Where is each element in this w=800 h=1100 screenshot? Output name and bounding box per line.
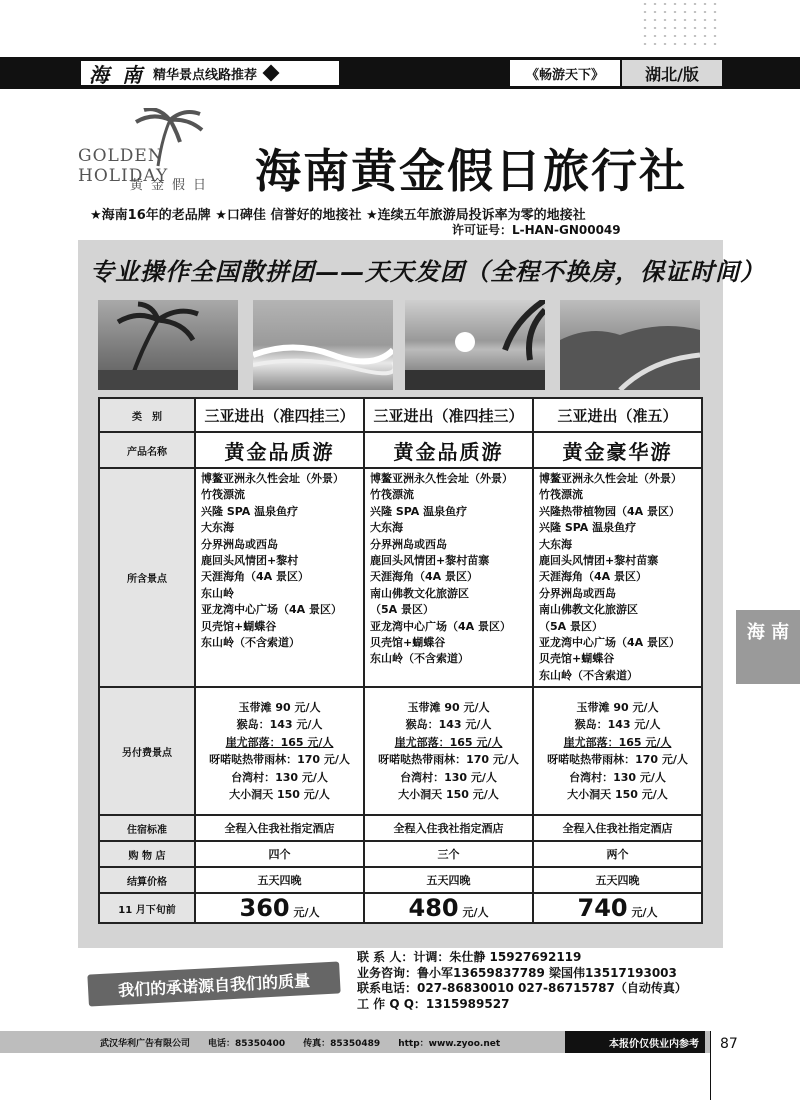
type-cell: 三亚进出（准四挂三） <box>364 398 533 432</box>
table-row <box>99 432 702 468</box>
list-item: 东山岭 <box>201 586 234 600</box>
slogan: 专业操作全国散拼团——天天发团（全程不换房，保证时间） <box>90 257 765 286</box>
price-unit: 元/人 <box>462 906 489 920</box>
list-item: 贝壳馆+蝴蝶谷 <box>370 636 446 650</box>
table-row <box>99 841 702 867</box>
divider <box>710 1031 711 1100</box>
table-row <box>99 867 702 893</box>
list-item: 博鳌亚洲永久性会址（外景） <box>201 472 344 485</box>
list-item: 东山岭（不含索道） <box>370 652 469 666</box>
list-item: 台湾村：130 元/人 <box>400 770 497 784</box>
sites-cell <box>533 468 702 687</box>
list-item: 亚龙湾中心广场（4A 景区） <box>370 619 511 633</box>
list-item: 呀喏哒热带雨林：170 元/人 <box>209 753 350 767</box>
list-item: 博鳌亚洲永久性会址（外景） <box>370 472 513 485</box>
contact-block <box>357 950 687 1012</box>
list-item: 兴隆 SPA 温泉鱼疗 <box>370 504 468 518</box>
list-item: 大东海 <box>539 537 572 551</box>
list-item: 东山岭（不含索道） <box>539 668 638 682</box>
list-item: 南山佛教文化旅游区 <box>370 586 469 600</box>
agency-name: 海南黄金假日旅行社 <box>255 144 687 198</box>
list-item: 贝壳馆+蝴蝶谷 <box>539 652 615 666</box>
settle-cell: 五天四晚 <box>533 867 702 893</box>
header-brand: 海 南 <box>89 62 145 87</box>
label-shop: 购 物 店 <box>99 841 195 867</box>
list-item: 崖尤部落：165 元/人 <box>563 735 672 749</box>
list-item: 猴岛：143 元/人 <box>574 718 661 732</box>
beach-photo-1 <box>98 300 238 390</box>
shop-cell: 三个 <box>364 841 533 867</box>
list-item: 崖尤部落：165 元/人 <box>225 735 334 749</box>
price-cell <box>195 893 364 923</box>
list-item: 呀喏哒热带雨林：170 元/人 <box>547 753 688 767</box>
extra-cell <box>195 687 364 815</box>
list-item: 兴隆 SPA 温泉鱼疗 <box>201 504 299 518</box>
sites-cell <box>195 468 364 687</box>
list-item: 玉带滩 90 元/人 <box>576 700 659 714</box>
agency-claims: ★海南16年的老品牌 ★口碑佳 信誉好的地接社 ★连续五年旅游局投诉率为零的地接社 <box>90 208 586 223</box>
list-item: 天涯海角（4A 景区） <box>539 570 647 584</box>
list-item: 玉带滩 90 元/人 <box>238 700 321 714</box>
list-item: 分界洲岛或西岛 <box>201 537 278 551</box>
logo-cn: 黄金假日 <box>130 178 215 193</box>
shop-cell: 两个 <box>533 841 702 867</box>
list-item: 博鳌亚洲永久性会址（外景） <box>539 472 682 485</box>
list-item: 大小洞天 150 元/人 <box>229 788 330 802</box>
list-item: （5A 景区） <box>370 603 434 617</box>
header-subtitle: 精华景点线路推荐 <box>152 67 257 83</box>
beach-photo-3 <box>405 300 545 390</box>
footer-note: 本报价仅供业内参考 <box>565 1031 705 1053</box>
label-settle: 结算价格 <box>99 867 195 893</box>
type-cell: 三亚进出（准五） <box>533 398 702 432</box>
list-item: 亚龙湾中心广场（4A 景区） <box>201 603 342 617</box>
price-unit: 元/人 <box>631 906 658 920</box>
contact-line: 业务咨询：鲁小军13659837789 梁国伟13517193003 <box>357 965 677 980</box>
contact-line: 联系电话：027-86830010 027-86715787（自动传真） <box>357 981 687 995</box>
price-value: 740 <box>577 894 628 923</box>
license-number: 许可证号：L-HAN-GN00049 <box>452 223 621 237</box>
table-row <box>99 893 702 923</box>
list-item: 鹿回头风情团+黎村苗寨 <box>370 554 490 568</box>
list-item: 贝壳馆+蝴蝶谷 <box>201 619 277 633</box>
label-sites: 所含景点 <box>99 468 195 687</box>
hotel-cell: 全程入住我社指定酒店 <box>364 815 533 841</box>
label-period: 11 月下旬前 <box>99 893 195 923</box>
sites-cell <box>364 468 533 687</box>
list-item: 大小洞天 150 元/人 <box>567 788 668 802</box>
header-edition: 湖北/版 <box>622 60 722 86</box>
shop-cell: 四个 <box>195 841 364 867</box>
extra-cell <box>364 687 533 815</box>
list-item: 南山佛教文化旅游区 <box>539 603 638 617</box>
table-row <box>99 687 702 815</box>
list-item: 天涯海角（4A 景区） <box>370 570 478 584</box>
list-item: 兴隆 SPA 温泉鱼疗 <box>539 521 637 535</box>
page-number: 87 <box>720 1036 738 1052</box>
list-item: 亚龙湾中心广场（4A 景区） <box>539 636 680 650</box>
diamond-icon <box>262 65 279 82</box>
beach-photo-4 <box>560 300 700 390</box>
decorative-dot-grid <box>640 0 720 50</box>
price-cell <box>533 893 702 923</box>
hotel-cell: 全程入住我社指定酒店 <box>533 815 702 841</box>
footer-info: 武汉华利广告有限公司 电话：85350400 传真：85350489 http：www.zyoo.net <box>100 1039 501 1049</box>
table-row <box>99 468 702 687</box>
contact-line: 联 系 人：计调：朱仕静 15927692119 <box>357 950 582 964</box>
promise-banner: 我们的承诺源自我们的质量 <box>87 961 340 1006</box>
list-item: （5A 景区） <box>539 619 603 633</box>
logo-en: GOLDEN HOLIDAY <box>78 146 169 186</box>
label-extra: 另付费景点 <box>99 687 195 815</box>
beach-photo-2 <box>253 300 393 390</box>
hotel-cell: 全程入住我社指定酒店 <box>195 815 364 841</box>
tour-price-table <box>98 397 703 924</box>
list-item: 猴岛：143 元/人 <box>405 718 492 732</box>
product-cell: 黄金品质游 <box>195 432 364 468</box>
list-item: 竹筏漂流 <box>201 488 245 502</box>
settle-cell: 五天四晚 <box>364 867 533 893</box>
list-item: 台湾村：130 元/人 <box>569 770 666 784</box>
list-item: 猴岛：143 元/人 <box>236 718 323 732</box>
settle-cell: 五天四晚 <box>195 867 364 893</box>
list-item: 台湾村：130 元/人 <box>231 770 328 784</box>
list-item: 兴隆热带植物园（4A 景区） <box>539 504 680 518</box>
contact-line: 工 作 Q Q：1315989527 <box>357 996 510 1011</box>
label-product: 产品名称 <box>99 432 195 468</box>
list-item: 玉带滩 90 元/人 <box>407 700 490 714</box>
table-row <box>99 398 702 432</box>
list-item: 天涯海角（4A 景区） <box>201 570 309 584</box>
label-type: 类 别 <box>99 398 195 432</box>
list-item: 大东海 <box>370 521 403 535</box>
list-item: 大小洞天 150 元/人 <box>398 788 499 802</box>
type-cell: 三亚进出（准四挂三） <box>195 398 364 432</box>
price-cell <box>364 893 533 923</box>
price-value: 360 <box>239 894 290 923</box>
list-item: 东山岭（不含索道） <box>201 636 300 650</box>
table-row <box>99 815 702 841</box>
list-item: 竹筏漂流 <box>370 488 414 502</box>
product-cell: 黄金豪华游 <box>533 432 702 468</box>
list-item: 竹筏漂流 <box>539 488 583 502</box>
list-item: 呀喏哒热带雨林：170 元/人 <box>378 753 519 767</box>
product-cell: 黄金品质游 <box>364 432 533 468</box>
price-value: 480 <box>408 894 459 923</box>
header-section: 《畅游天下》 <box>510 60 620 86</box>
side-tab-hainan: 海 南 <box>736 610 800 684</box>
list-item: 鹿回头风情团+黎村苗寨 <box>539 554 659 568</box>
golden-holiday-logo <box>78 108 238 198</box>
list-item: 大东海 <box>201 521 234 535</box>
list-item: 崖尤部落：165 元/人 <box>394 735 503 749</box>
label-hotel: 住宿标准 <box>99 815 195 841</box>
list-item: 鹿回头风情团+黎村 <box>201 554 299 568</box>
price-unit: 元/人 <box>293 906 320 920</box>
list-item: 分界洲岛或西岛 <box>539 586 616 600</box>
list-item: 分界洲岛或西岛 <box>370 537 447 551</box>
extra-cell <box>533 687 702 815</box>
header-brand-box <box>80 60 340 86</box>
